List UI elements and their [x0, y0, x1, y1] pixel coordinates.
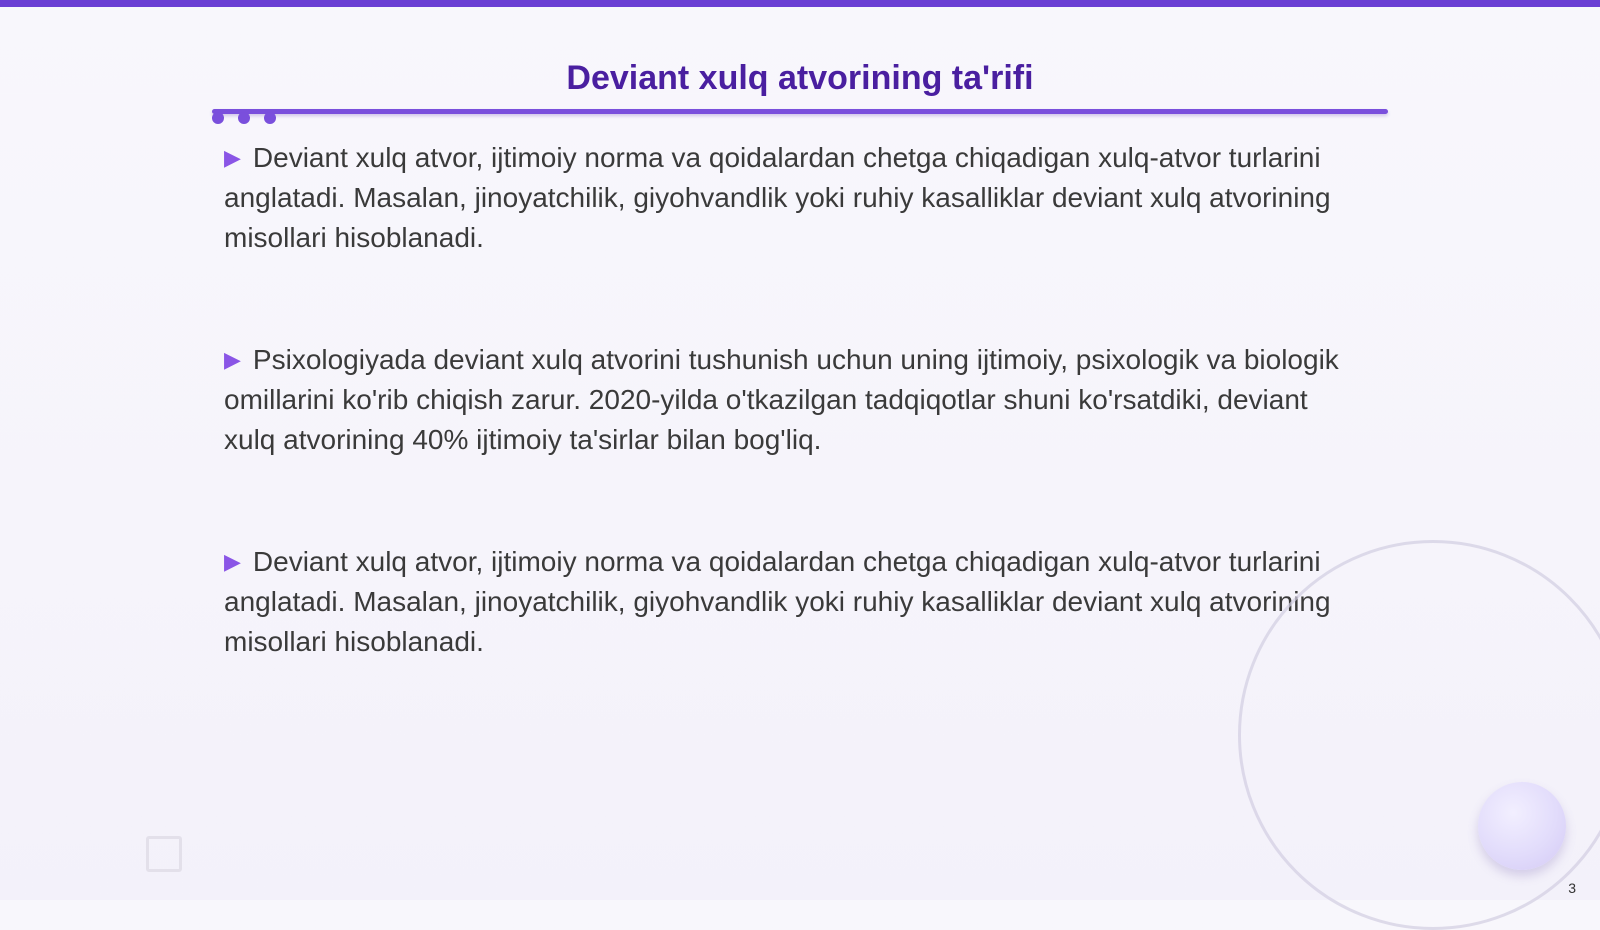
slide-title: Deviant xulq atvorining ta'rifi [566, 59, 1034, 97]
bullet-arrow-icon: ▶ [224, 145, 241, 170]
page-number: 3 [1568, 880, 1576, 896]
slide-content [224, 138, 1354, 744]
top-accent-bar [0, 0, 1600, 7]
decorative-square [146, 836, 182, 872]
title-underline [212, 109, 1388, 114]
bullet-text: Deviant xulq atvor, ijtimoiy norma va qoidalardan chetga chiqadigan xulq-atvor turlarini anglatadi. Masalan, jinoyatchilik, giyohvandlik yoki ruhiy kasalliklar deviant xulq atvorining misollari hisoblanadi. [224, 546, 1331, 657]
underline-dot [264, 112, 276, 124]
underline-dot [212, 112, 224, 124]
decorative-circle [1238, 540, 1600, 930]
bullet-arrow-icon: ▶ [224, 549, 241, 574]
bullet-item [224, 138, 1354, 258]
underline-dot [238, 112, 250, 124]
decorative-ball [1478, 782, 1566, 870]
bullet-text: Psixologiyada deviant xulq atvorini tushunish uchun uning ijtimoiy, psixologik va biologik omillarini ko'rib chiqish zarur. 2020-yilda o'tkazilgan tadqiqotlar shuni ko'rsatdiki, deviant xulq atvorining 40% ijtimoiy ta'sirlar bilan bog'liq. [224, 344, 1339, 455]
bullet-item [224, 542, 1354, 662]
bullet-item [224, 340, 1354, 460]
bullet-text: Deviant xulq atvor, ijtimoiy norma va qoidalardan chetga chiqadigan xulq-atvor turlarini anglatadi. Masalan, jinoyatchilik, giyohvandlik yoki ruhiy kasalliklar deviant xulq atvorining misollari hisoblanadi. [224, 142, 1331, 253]
bullet-arrow-icon: ▶ [224, 347, 241, 372]
